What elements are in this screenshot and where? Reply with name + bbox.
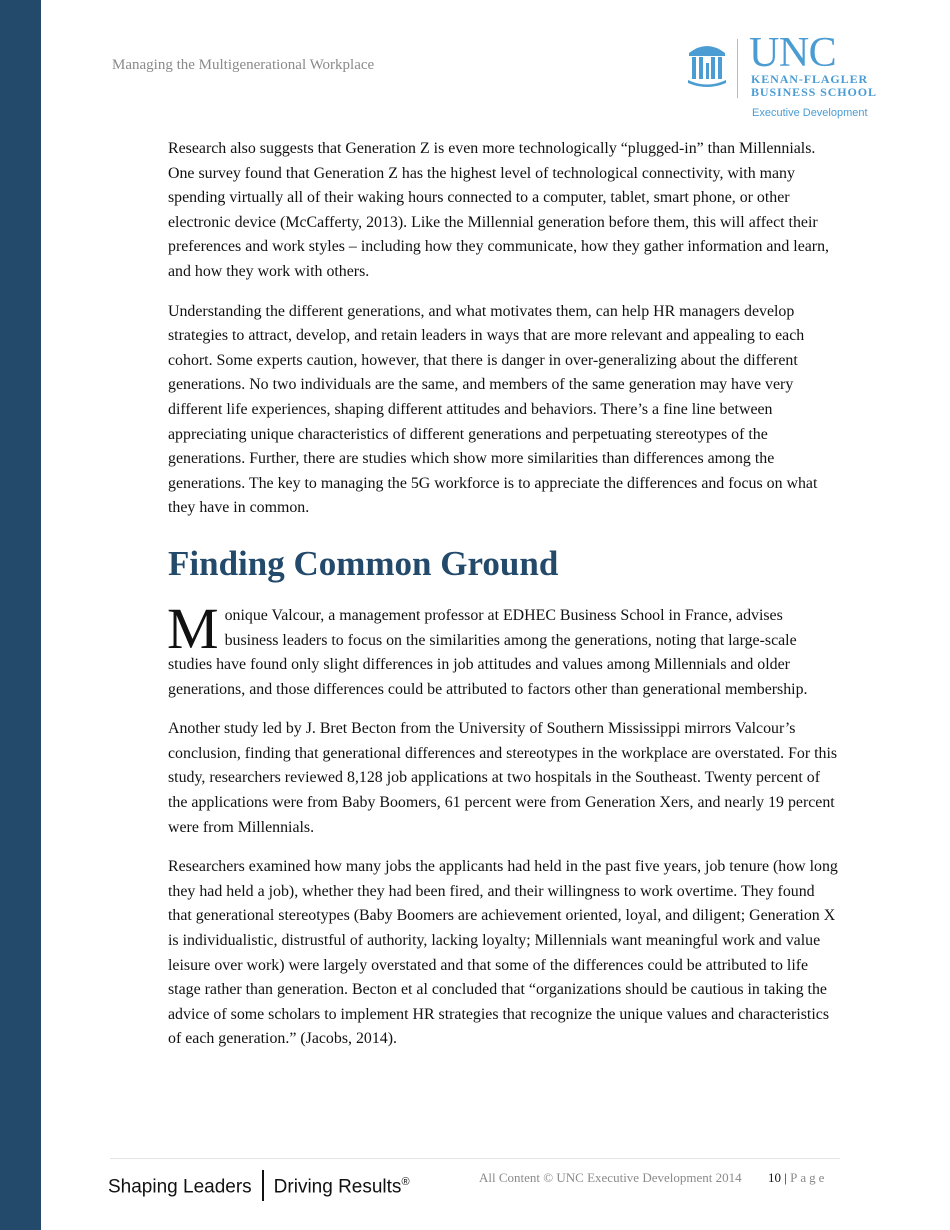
footer-copyright: All Content © UNC Executive Development 2014 [479, 1170, 742, 1185]
unc-kenan-flagler-logo [686, 30, 896, 123]
body-paragraph: Understanding the different generations, and what motivates them, can help HR managers develop strategies to attract, develop, and retain leaders in ways that are more relevant and appealing to each cohort. Some experts caution, however, that there is danger in over-generalizing about the different generations. No two individuals are the same, and members of the same generation may have very different life experiences, shaping different attitudes and behaviors. There’s a fine line between appreciating unique characteristics of different generations and perpetuating stereotypes of the generations. Further, there are studies which show more similarities than differences among the generations. The key to managing the 5G workforce is to appreciate the differences and focus on what they have in common. [168, 302, 818, 517]
logo-subline: Executive Development [752, 107, 868, 119]
dropcap-paragraph [167, 595, 840, 702]
dropcap-letter: M [167, 595, 219, 661]
page-number: 10 [768, 1170, 781, 1185]
left-sidebar-band [0, 0, 41, 1230]
footer-page-number [768, 1170, 827, 1186]
old-well-icon [686, 39, 728, 87]
logo-wordmark: UNC [749, 30, 837, 76]
running-header-title: Managing the Multigenerational Workplace [112, 57, 375, 73]
logo-line-kenan-flagler: KENAN-FLAGLER [751, 72, 869, 86]
body-paragraph: Research also suggests that Generation Z is even more technologically “plugged-in” than Millennials. One survey found that Generation Z has the highest level of technological connectivity, with many spending virtually all of their waking hours connected to a computer, tablet, smart phone, or other electronic device (McCafferty, 2013). Like the Millennial generation before them, this will affect their preferences and work styles – including how they communicate, how they gather information and learn, and how they work with others. [168, 140, 830, 280]
footer-divider [110, 1158, 840, 1159]
body-paragraph: Researchers examined how many jobs the applicants had held in the past five years, job tenure (how long they had held a job), whether they had been fired, and their willingness to work overtime. They found that generational stereotypes (Baby Boomers are achievement oriented, loyal, and diligent; Generation X is individualistic, distrustful of authority, lacking loyalty; Millennials want meaningful work and value leisure over work) were largely overstated and that some of the differences could be attributed to life stage rather than generation. Becton et al concluded that “organizations should be cautious in taking the advice of some scholars to implement HR strategies that recognize the unique values and characteristics of each generation.” (Jacobs, 2014). [168, 858, 838, 1048]
tagline-divider [262, 1170, 264, 1201]
page-label: Page [790, 1170, 828, 1185]
footer-tagline [108, 1166, 410, 1198]
body-paragraph: Another study led by J. Bret Becton from the University of Southern Mississippi mirrors Valcour’s conclusion, finding that generational differences and stereotypes in the workplace are overstated. For this study, researchers reviewed 8,128 job applications at two hospitals in the Southeast. Twenty percent of the applications were from Baby Boomers, 61 percent were from Generation Xers, and nearly 19 percent were from Millennials. [168, 720, 838, 836]
logo-divider [737, 39, 738, 98]
dropcap-paragraph-text: onique Valcour, a management professor at EDHEC Business School in France, advises business leaders to focus on the similarities among the generations, noting that large-scale studies have found only slight differences in job attitudes and values among Millennials and older generations, and those differences could be attributed to factors other than generational membership. [168, 606, 808, 698]
page-body [168, 137, 840, 1067]
tagline-left: Shaping Leaders [108, 1176, 252, 1198]
page-separator: | [784, 1170, 787, 1185]
registered-mark: ® [401, 1176, 410, 1188]
logo-line-business-school: BUSINESS SCHOOL [751, 85, 877, 99]
tagline-right: Driving Results [273, 1176, 402, 1198]
section-heading: Finding Common Ground [168, 543, 559, 583]
